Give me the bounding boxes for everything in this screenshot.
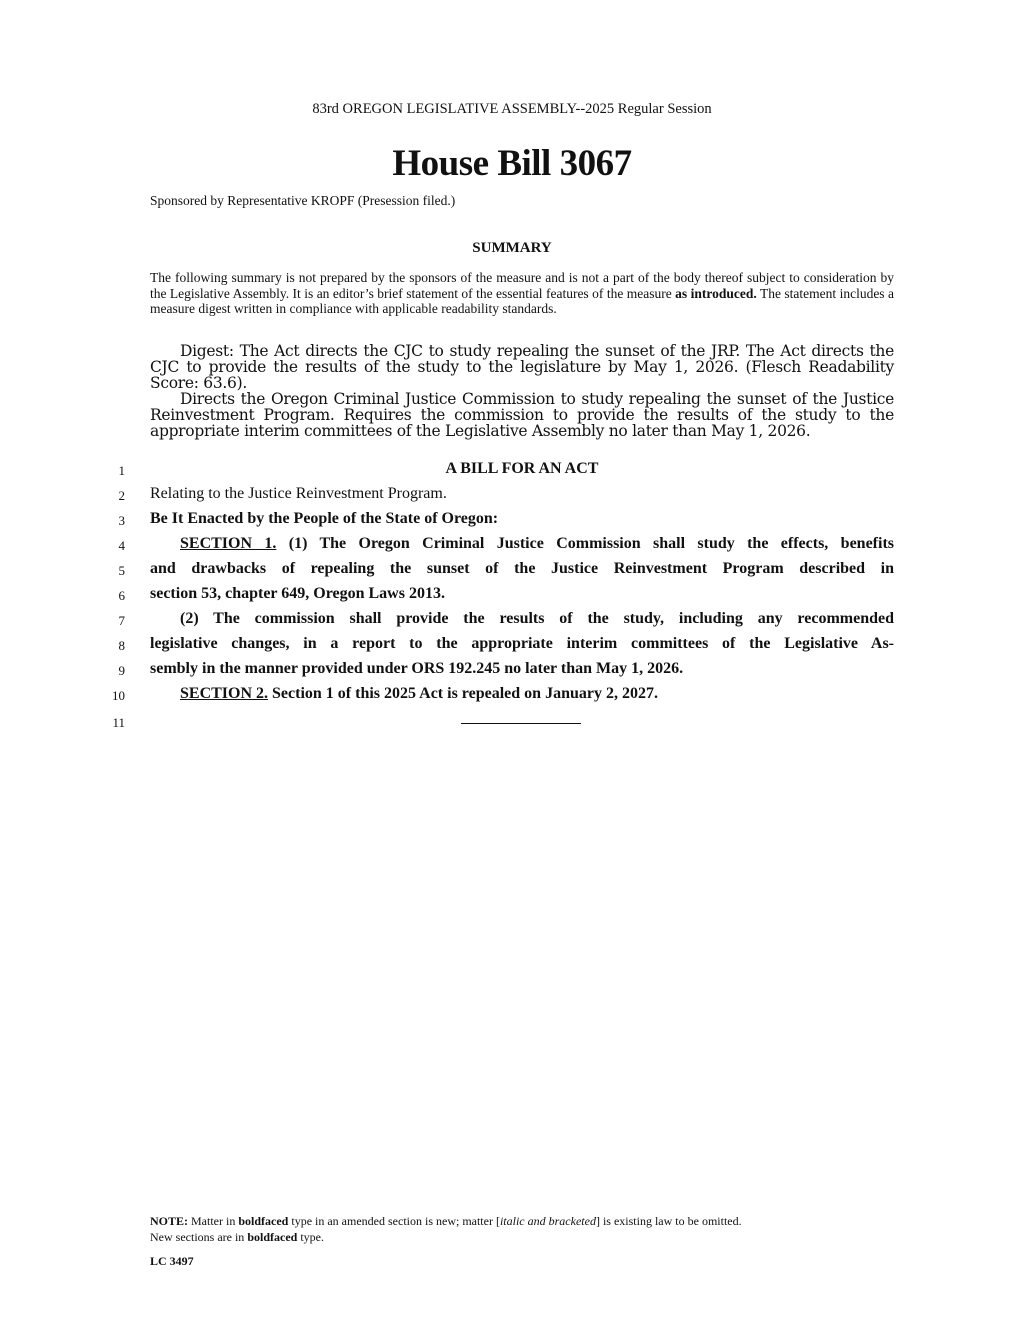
- summary-text-end: The statement includes a measure digest written in compliance with applicable readability standards.: [150, 285, 894, 316]
- section-1-line-8: legislative changes, in a report to the appropriate interim committees of the Legislative As-: [150, 635, 894, 652]
- section-1-line-7: (2) The commission shall provide the results of the study, including any recommended: [180, 610, 894, 627]
- note-text: type in an amended section is new; matter [: [288, 1214, 500, 1228]
- note-text: Matter in: [188, 1214, 239, 1228]
- summary-text-bold: as introduced.: [675, 285, 757, 301]
- line-number: 7: [118, 613, 125, 628]
- section-2-label: SECTION 2.: [180, 685, 269, 702]
- note-italic: italic and bracketed: [499, 1214, 596, 1228]
- sponsor-line: Sponsored by Representative KROPF (Presession filed.): [150, 193, 456, 208]
- line-number: 8: [118, 638, 125, 653]
- section-2-line: [150, 685, 894, 703]
- section-2-text: Section 1 of this 2025 Act is repealed on January 2, 2027.: [268, 685, 658, 702]
- note-bold: boldfaced: [238, 1214, 289, 1228]
- note-text: type.: [297, 1230, 324, 1244]
- line-number: 3: [118, 513, 125, 528]
- note-text: New sections are in: [150, 1230, 248, 1244]
- line-number: 9: [118, 663, 125, 678]
- line-number: 6: [118, 588, 125, 603]
- footer-note: [150, 1213, 910, 1245]
- line-number: 4: [118, 538, 125, 553]
- line-number: 5: [118, 563, 125, 578]
- line-number: 1: [118, 463, 125, 478]
- digest-paragraph: Digest: The Act directs the CJC to study repealing the sunset of the JRP. The Act directs the CJC to provide the results of the study to the legislature by May 1, 2026. (Flesch Readability Score: 63.6).: [150, 342, 894, 392]
- assembly-header: 83rd OREGON LEGISLATIVE ASSEMBLY--2025 Regular Session: [312, 101, 712, 117]
- section-1-text: (1) The Oregon Criminal Justice Commission shall study the effects, benefits: [276, 535, 894, 552]
- lc-number: LC 3497: [150, 1254, 194, 1268]
- enacting-clause: Be It Enacted by the People of the State of Oregon:: [150, 510, 499, 527]
- summary-text: [150, 270, 894, 317]
- note-label: NOTE:: [150, 1214, 189, 1228]
- summary-heading: SUMMARY: [472, 240, 552, 256]
- section-1-line-9: sembly in the manner provided under ORS 192.245 no later than May 1, 2026.: [150, 660, 684, 677]
- line-number: 10: [112, 688, 125, 703]
- line-number: 11: [112, 715, 125, 730]
- section-1-line-6: section 53, chapter 649, Oregon Laws 2013.: [150, 585, 445, 602]
- directs-paragraph: Directs the Oregon Criminal Justice Commission to study repealing the sunset of the Justice Reinvestment Program. Requires the commission to provide the results of the study to the appropriate interim committees of the Legislative Assembly no later than May 1, 2026.: [150, 390, 894, 440]
- note-text: ] is existing law to be omitted.: [595, 1214, 742, 1228]
- section-1-label: SECTION 1.: [180, 535, 277, 552]
- section-1-line-4: [150, 535, 894, 553]
- section-1-line-5: and drawbacks of repealing the sunset of the Justice Reinvestment Program described in: [150, 560, 894, 577]
- end-rule: [461, 723, 581, 724]
- relating-clause: Relating to the Justice Reinvestment Program.: [150, 485, 447, 502]
- digest-block: [150, 343, 894, 439]
- line-number: 2: [118, 488, 125, 503]
- bill-title: House Bill 3067: [392, 143, 632, 184]
- summary-text-start: The following summary is not prepared by the sponsors of the measure and is not a part of the body thereof subject to consideration by the Legislative Assembly. It is an editor’s brief statement of the essential features of the measure: [150, 270, 894, 301]
- note-bold: boldfaced: [247, 1230, 298, 1244]
- bill-heading: A BILL FOR AN ACT: [445, 460, 599, 477]
